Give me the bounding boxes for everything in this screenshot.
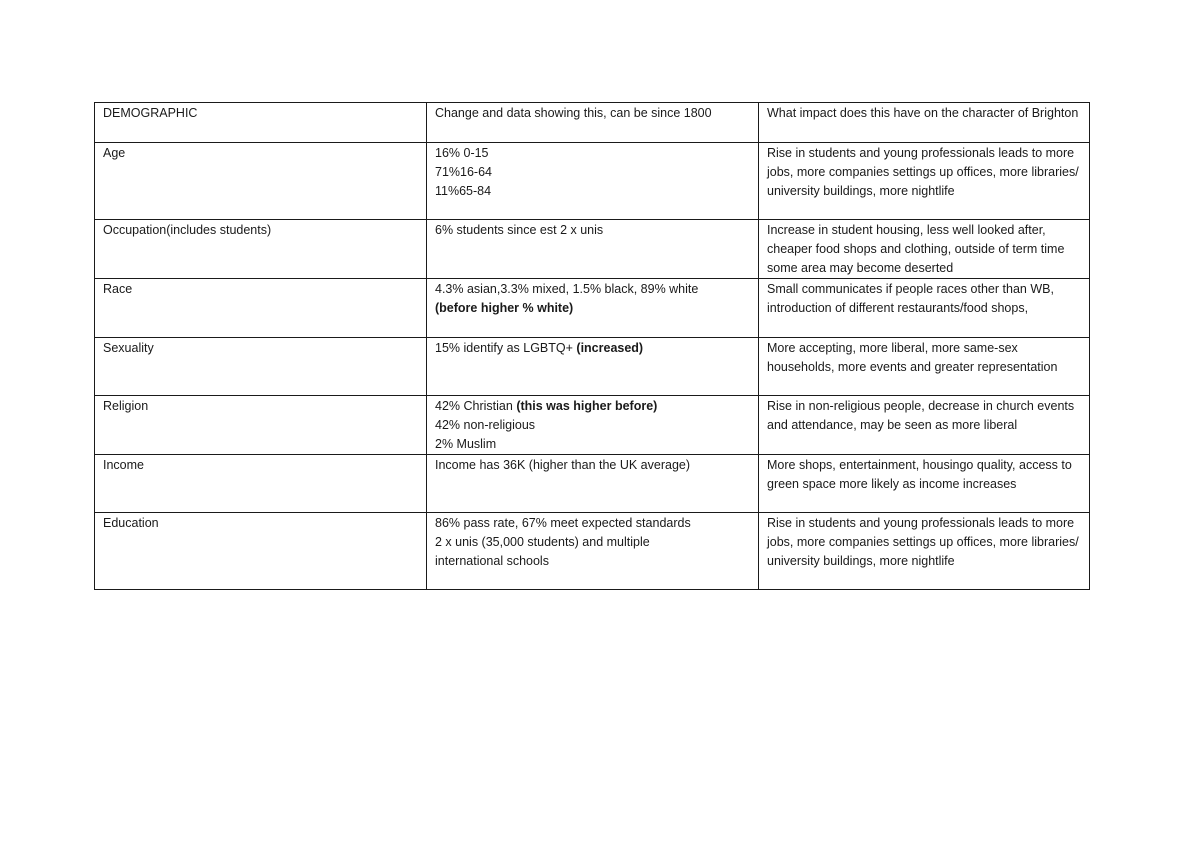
- row-change: Income has 36K (higher than the UK average): [427, 455, 759, 513]
- row-impact: Small communicates if people races other than WB, introduction of different restaurants/food shops,: [759, 279, 1090, 338]
- row-label: Religion: [95, 396, 427, 455]
- row-impact: Rise in students and young professionals leads to more jobs, more companies settings up offices, more libraries/ university buildings, more nightlife: [759, 513, 1090, 590]
- row-label: Income: [95, 455, 427, 513]
- row-label: Race: [95, 279, 427, 338]
- table-row-occupation: [95, 220, 1090, 279]
- table-row-race: [95, 279, 1090, 338]
- row-change: 4.3% asian,3.3% mixed, 1.5% black, 89% white (before higher % white): [427, 279, 759, 338]
- table-row-religion: [95, 396, 1090, 455]
- row-impact: Increase in student housing, less well looked after, cheaper food shops and clothing, outside of term time some area may become deserted: [759, 220, 1090, 279]
- row-impact: More shops, entertainment, housingo quality, access to green space more likely as income increases: [759, 455, 1090, 513]
- table-row-age: [95, 143, 1090, 220]
- table-row-sexuality: [95, 338, 1090, 396]
- row-change: 6% students since est 2 x unis: [427, 220, 759, 279]
- table-row-education: [95, 513, 1090, 590]
- table-row-income: [95, 455, 1090, 513]
- row-impact: More accepting, more liberal, more same-sex households, more events and greater representation: [759, 338, 1090, 396]
- row-label: Age: [95, 143, 427, 220]
- table-header-row: [95, 103, 1090, 143]
- row-change: 86% pass rate, 67% meet expected standards 2 x unis (35,000 students) and multiple international schools: [427, 513, 759, 590]
- header-change: Change and data showing this, can be since 1800: [427, 103, 759, 143]
- row-change: 42% Christian (this was higher before) 42% non-religious 2% Muslim: [427, 396, 759, 455]
- demographic-table: [94, 102, 1090, 590]
- row-change: 15% identify as LGBTQ+ (increased): [427, 338, 759, 396]
- row-impact: Rise in non-religious people, decrease in church events and attendance, may be seen as more liberal: [759, 396, 1090, 455]
- row-change: 16% 0-15 71%16-64 11%65-84: [427, 143, 759, 220]
- row-label: Occupation(includes students): [95, 220, 427, 279]
- header-impact: What impact does this have on the character of Brighton: [759, 103, 1090, 143]
- header-demographic: DEMOGRAPHIC: [95, 103, 427, 143]
- row-label: Sexuality: [95, 338, 427, 396]
- row-impact: Rise in students and young professionals leads to more jobs, more companies settings up offices, more libraries/ university buildings, more nightlife: [759, 143, 1090, 220]
- row-label: Education: [95, 513, 427, 590]
